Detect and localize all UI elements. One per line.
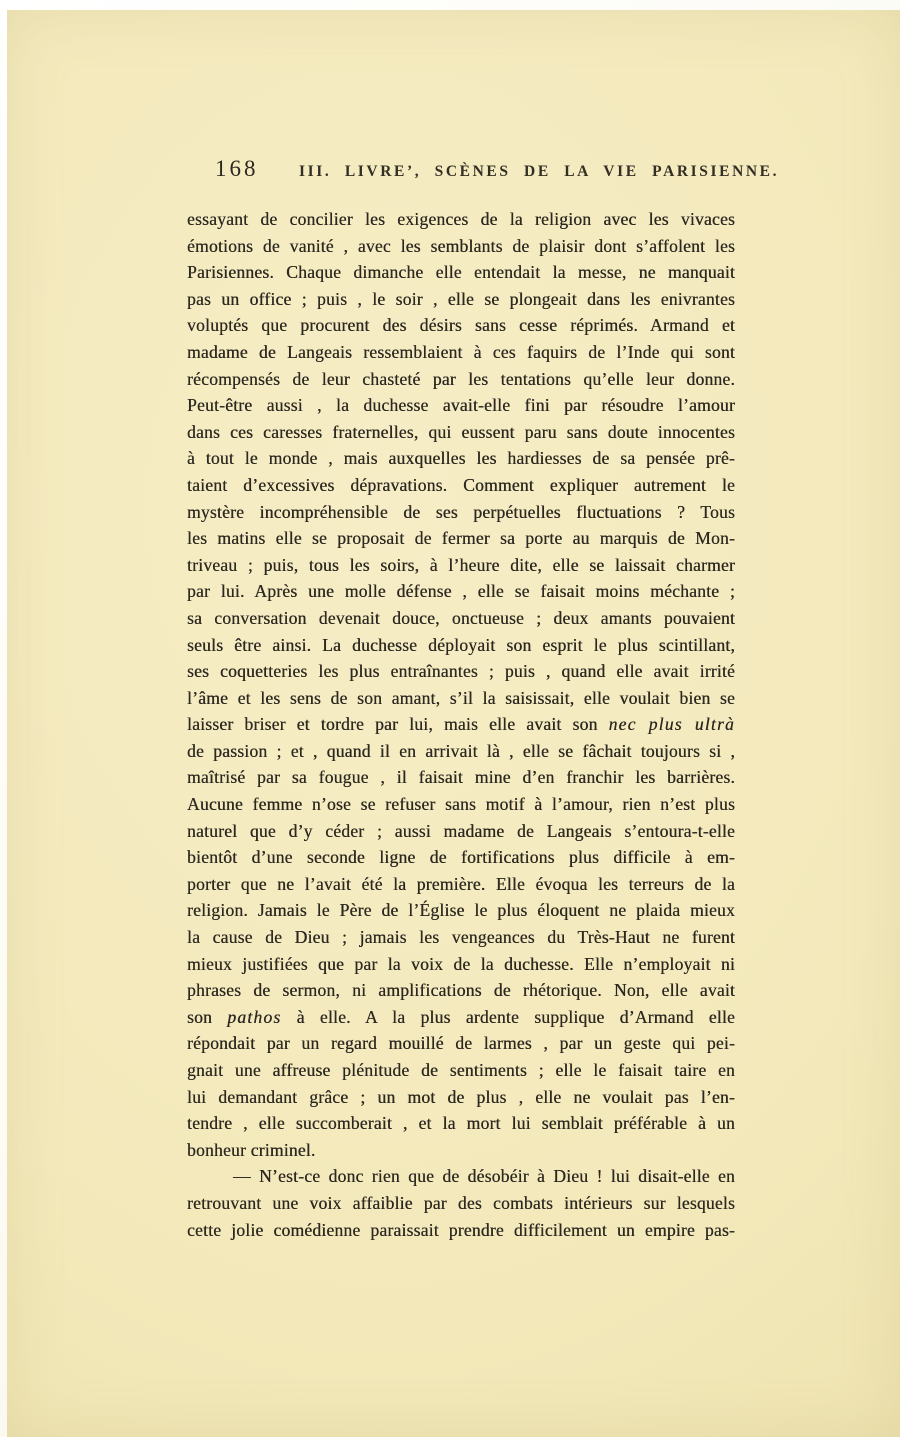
text-line: essayant de concilier les exigences de la religion avec les vivaces [187, 209, 735, 229]
text-line: — N’est-ce donc rien que de désobéir à Dieu ! lui disait-elle en [233, 1166, 735, 1187]
text-line: bonheur criminel. [187, 1139, 316, 1160]
text-line: maîtrisé par sa fougue , il faisait mine d’en franchir les barrières. [187, 767, 735, 788]
text-line: laisser briser et tordre par lui, mais elle avait son nec plus ultrà [187, 714, 735, 735]
text-line: porter que ne l’avait été la première. Elle évoqua les terreurs de la [187, 873, 735, 894]
text-line: la cause de Dieu ; jamais les vengeances du Très-Haut ne furent [187, 927, 735, 948]
text-line: lui demandant grâce ; un mot de plus , elle ne voulait pas l’en- [187, 1086, 735, 1107]
text-line: de passion ; et , quand il en arrivait là , elle se fâchait toujours si , [187, 740, 735, 761]
text-line: seuls être ainsi. La duchesse déployait son esprit le plus scintillant, [187, 634, 735, 655]
text-line: ses coquetteries les plus entraînantes ; puis , quand elle avait irrité [187, 661, 735, 682]
text-line: retrouvant une voix affaiblie par des combats intérieurs sur lesquels [187, 1192, 735, 1213]
text-line: triveau ; puis, tous les soirs, à l’heure dite, elle se laissait charmer [187, 554, 735, 575]
text-line: voluptés que procurent des désirs sans cesse réprimés. Armand et [187, 315, 735, 336]
text-line: sa conversation devenait douce, onctueuse ; deux amants pouvaient [187, 607, 735, 628]
text-line: récompensés de leur chasteté par les tentations qu’elle leur donne. [187, 368, 735, 389]
text-line: son pathos à elle. A la plus ardente supplique d’Armand elle [187, 1006, 735, 1027]
text-line: pas un office ; puis , le soir , elle se plongeait dans les enivrantes [187, 288, 735, 309]
text-line: Aucune femme n’ose se refuser sans motif à l’amour, rien n’est plus [187, 794, 735, 815]
text-line: gnait une affreuse plénitude de sentiments ; elle le faisait taire en [187, 1060, 735, 1080]
text-line: Parisiennes. Chaque dimanche elle entendait la messe, ne manquait [187, 262, 735, 283]
text-line: cette jolie comédienne paraissait prendre difficilement un empire pas- [187, 1219, 735, 1240]
text-line: à tout le monde , mais auxquelles les hardiesses de sa pensée prê- [187, 448, 735, 469]
text-line: tendre , elle succomberait , et la mort lui semblait préférable à un [187, 1113, 735, 1134]
text-line: les matins elle se proposait de fermer sa porte au marquis de Mon- [187, 528, 735, 549]
text-line: taient d’excessives dépravations. Comment expliquer autrement le [187, 474, 735, 495]
running-header: III. LIVRE’, SCÈNES DE LA VIE PARISIENNE. [299, 163, 780, 180]
text-line: l’âme et les sens de son amant, s’il la saisissait, elle voulait bien se [187, 687, 735, 708]
text-line: par lui. Après une molle défense , elle se faisait moins méchante ; [187, 581, 735, 602]
text-column [187, 156, 780, 1243]
page-number: 168 [215, 156, 259, 181]
text-line: mystère incompréhensible de ses perpétuelles fluctuations ? Tous [187, 501, 735, 522]
text-line: répondait par un regard mouillé de larmes , par un geste qui pei- [187, 1033, 735, 1054]
text-line: phrases de sermon, ni amplifications de rhétorique. Non, elle avait [187, 980, 735, 1001]
scanned-page [7, 10, 900, 1437]
text-line: mieux justifiées que par la voix de la duchesse. Elle n’employait ni [187, 953, 735, 974]
text-line: religion. Jamais le Père de l’Église le plus éloquent ne plaida mieux [187, 900, 735, 921]
text-line: Peut-être aussi , la duchesse avait-elle fini par résoudre l’amour [187, 395, 735, 416]
text-line: madame de Langeais ressemblaient à ces faquirs de l’Inde qui sont [187, 341, 735, 362]
text-line: dans ces caresses fraternelles, qui eussent paru sans doute innocentes [187, 421, 735, 442]
text-block [187, 206, 735, 1243]
text-line: bientôt d’une seconde ligne de fortifications plus difficile à em- [187, 847, 735, 868]
text-line: naturel que d’y céder ; aussi madame de Langeais s’entoura-t-elle [187, 820, 735, 841]
text-line: émotions de vanité , avec les semblants de plaisir dont s’affolent les [187, 235, 735, 256]
page-header [187, 156, 780, 186]
